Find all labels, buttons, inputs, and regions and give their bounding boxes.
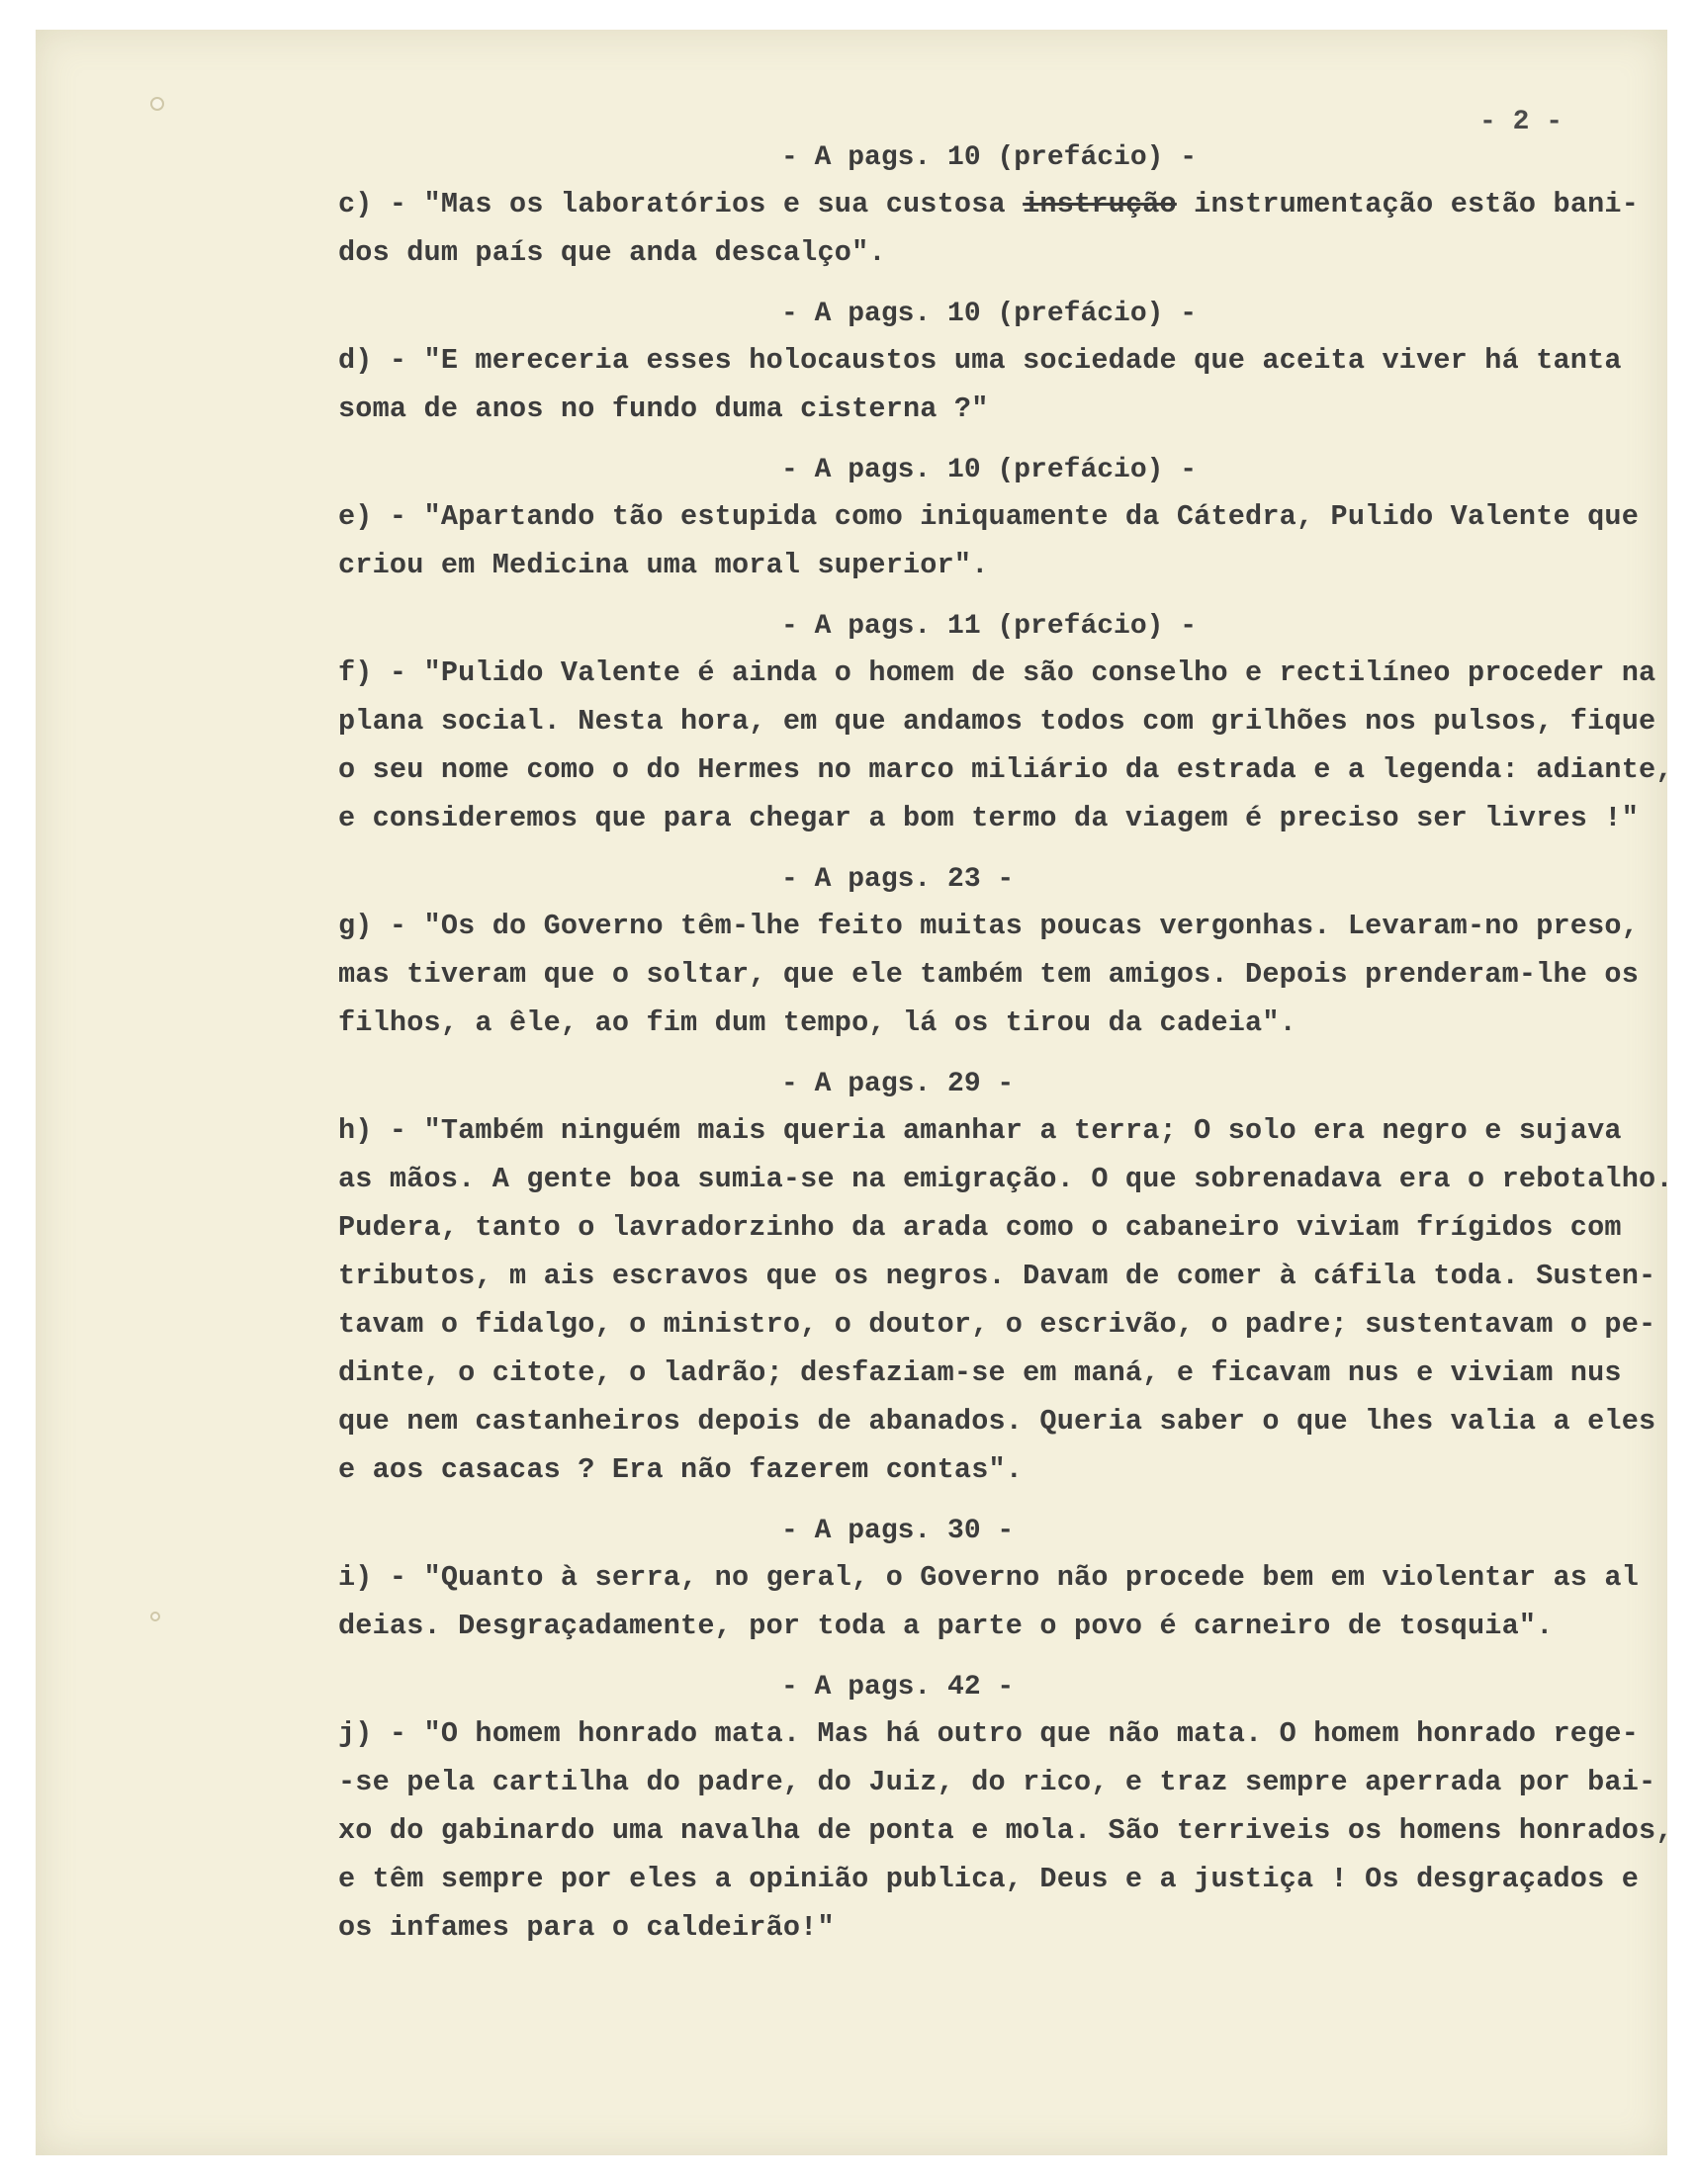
quote-text: xo do gabinardo uma navalha de ponta e mola. São terriveis os homens honrados, xyxy=(338,1814,1673,1847)
quote-line xyxy=(338,1397,1656,1445)
quote-line xyxy=(338,1709,1640,1758)
quote-line xyxy=(338,228,1624,277)
quote-text: criou em Medicina uma moral superior". xyxy=(338,549,989,581)
quote-text: e têm sempre por eles a opinião publica, Deus e a justiça ! Os desgraçados e xyxy=(338,1863,1640,1895)
quote-line xyxy=(338,492,1640,541)
quote-text: e) - "Apartando tão estupida como iniquamente da Cátedra, Pulido Valente que xyxy=(338,500,1640,533)
quote-line xyxy=(338,1758,1656,1806)
quote-line xyxy=(338,649,1656,697)
quote-text: o seu nome como o do Hermes no marco miliário da estrada e a legenda: adiante, xyxy=(338,753,1673,786)
quote-text: que nem castanheiros depois de abanados. Queria saber o que lhes valia a eles xyxy=(338,1405,1656,1438)
quote-line xyxy=(338,1602,1624,1650)
quote-text: soma de anos no fundo duma cisterna ?" xyxy=(338,393,989,425)
punch-hole xyxy=(150,97,164,111)
punch-hole xyxy=(150,1612,160,1621)
quote-line xyxy=(338,1903,1624,1952)
quote-text: tavam o fidalgo, o ministro, o doutor, o escrivão, o padre; sustentavam o pe- xyxy=(338,1308,1656,1341)
quote-line xyxy=(338,180,1640,228)
quote-line xyxy=(338,1445,1624,1494)
quote-text: d) - "E mereceria esses holocaustos uma sociedade que aceita viver há tanta xyxy=(338,344,1622,377)
quote-line xyxy=(338,1349,1624,1397)
quote-text: dinte, o citote, o ladrão; desfaziam-se em maná, e ficavam nus e viviam nus xyxy=(338,1356,1622,1389)
quote-line xyxy=(338,794,1640,842)
quote-line xyxy=(338,999,1624,1047)
quote-text: i) - "Quanto à serra, no geral, o Governo não procede bem em violentar as al xyxy=(338,1561,1640,1594)
section-heading: - A pags. 11 (prefácio) - xyxy=(781,611,1198,642)
quote-text: j) - "O homem honrado mata. Mas há outro que não mata. O homem honrado rege- xyxy=(338,1717,1640,1750)
quote-text: plana social. Nesta hora, em que andamos todos com grilhões nos pulsos, fique xyxy=(338,705,1656,738)
quote-text: c) - "Mas os laboratórios e sua custosa xyxy=(338,188,1024,220)
quote-text: e aos casacas ? Era não fazerem contas". xyxy=(338,1453,1024,1486)
quote-line xyxy=(338,1155,1673,1203)
quote-line xyxy=(338,1855,1640,1903)
quote-text: dos dum país que anda descalço". xyxy=(338,236,886,269)
quote-text: e consideremos que para chegar a bom termo da viagem é preciso ser livres !" xyxy=(338,802,1640,834)
quote-line xyxy=(338,745,1673,794)
section-heading: - A pags. 42 - xyxy=(781,1672,1015,1703)
section-heading: - A pags. 29 - xyxy=(781,1069,1015,1099)
quote-line xyxy=(338,902,1640,950)
quote-line xyxy=(338,697,1656,745)
quote-text: tributos, m ais escravos que os negros. Davam de comer à cáfila toda. Susten- xyxy=(338,1260,1656,1292)
section-heading: - A pags. 10 (prefácio) - xyxy=(781,455,1198,485)
quote-line xyxy=(338,541,1624,589)
quote-line xyxy=(338,385,1624,433)
quote-line xyxy=(338,1203,1624,1252)
section-heading: - A pags. 23 - xyxy=(781,864,1015,895)
document-body xyxy=(338,138,1673,1952)
quote-line xyxy=(338,1106,1624,1155)
page-number: - 2 - xyxy=(1479,107,1564,137)
quote-line xyxy=(338,1553,1640,1602)
quote-text: as mãos. A gente boa sumia-se na emigração. O que sobrenadava era o rebotalho. xyxy=(338,1163,1673,1195)
quote-line xyxy=(338,1300,1656,1349)
quote-text: instrumentação estão bani- xyxy=(1176,188,1640,220)
quote-line xyxy=(338,1806,1673,1855)
quote-text: f) - "Pulido Valente é ainda o homem de são conselho e rectilíneo proceder na xyxy=(338,656,1656,689)
quote-text: deias. Desgraçadamente, por toda a parte o povo é carneiro de tosquia". xyxy=(338,1610,1554,1642)
quote-text: mas tiveram que o soltar, que ele também tem amigos. Depois prenderam-lhe os xyxy=(338,958,1640,991)
quote-line xyxy=(338,336,1624,385)
section-heading: - A pags. 10 (prefácio) - xyxy=(781,299,1198,329)
section-heading: - A pags. 10 (prefácio) - xyxy=(781,142,1198,173)
struck-out-text: instrução xyxy=(1023,188,1177,220)
section-heading: - A pags. 30 - xyxy=(781,1516,1015,1546)
quote-line xyxy=(338,950,1640,999)
quote-line xyxy=(338,1252,1656,1300)
quote-text: g) - "Os do Governo têm-lhe feito muitas poucas vergonhas. Levaram-no preso, xyxy=(338,910,1640,942)
quote-text: os infames para o caldeirão!" xyxy=(338,1911,835,1944)
quote-text: h) - "Também ninguém mais queria amanhar a terra; O solo era negro e sujava xyxy=(338,1114,1622,1147)
quote-text: -se pela cartilha do padre, do Juiz, do rico, e traz sempre aperrada por bai- xyxy=(338,1766,1656,1798)
quote-text: filhos, a êle, ao fim dum tempo, lá os tirou da cadeia". xyxy=(338,1006,1296,1039)
quote-text: Pudera, tanto o lavradorzinho da arada como o cabaneiro viviam frígidos com xyxy=(338,1211,1622,1244)
